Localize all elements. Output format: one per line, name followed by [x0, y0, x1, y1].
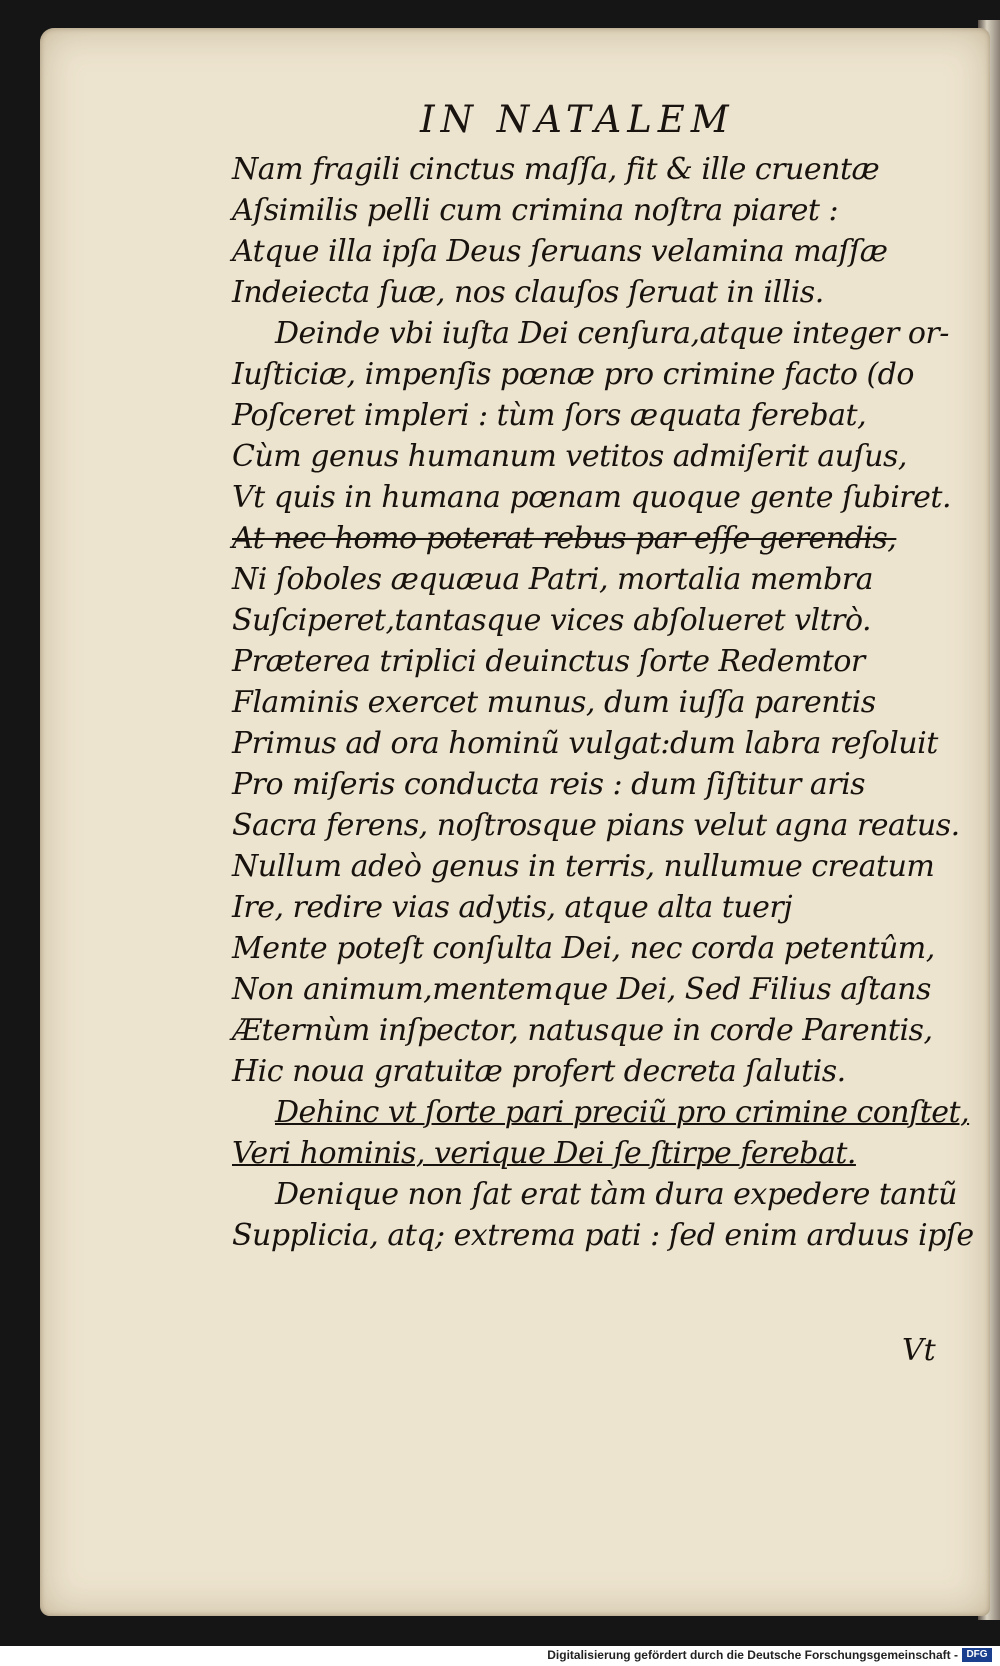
- text-line: Æternùm inſpector, natusque in corde Parentis,: [232, 1013, 933, 1048]
- text-line: Poſceret impleri : tùm ſors æquata ferebat,: [232, 398, 867, 433]
- text-line: Suſciperet,tantasque vices abſolueret vltrò.: [232, 603, 872, 638]
- text-line: Indeiecta ſuæ, nos clauſos ſeruat in illis.: [232, 275, 824, 310]
- text-line: Atque illa ipſa Deus ſeruans velamina maſſæ: [232, 234, 888, 269]
- text-line: Mente poteſt conſulta Dei, nec corda petentûm,: [232, 931, 935, 966]
- text-line: Primus ad ora hominũ vulgat:dum labra reſoluit: [232, 726, 938, 761]
- text-line: Non animum,mentemque Dei, Sed Filius aſtans: [232, 972, 931, 1007]
- text-line: Cùm genus humanum vetitos admiſerit auſus,: [232, 439, 907, 474]
- dfg-logo-icon: DFG: [962, 1648, 992, 1662]
- running-head: IN NATALEM: [420, 98, 735, 141]
- underlined-text-line: Veri hominis, verique Dei ſe ſtirpe ferebat.: [232, 1136, 856, 1171]
- digitization-credit: Digitalisierung gefördert durch die Deutsche Forschungsgemeinschaft -: [547, 1648, 958, 1662]
- text-line: Ni ſoboles æquæua Patri, mortalia membra: [232, 562, 874, 597]
- text-line: Iuſticiæ, impenſis pœnæ pro crimine facto (do: [232, 357, 914, 392]
- text-line: Sacra ferens, noſtrosque pians velut agna reatus.: [232, 808, 960, 843]
- text-line: Nullum adeò genus in terris, nullumue creatum: [232, 849, 935, 884]
- text-line: Supplicia, atq; extrema pati : ſed enim arduus ipſe: [232, 1218, 974, 1253]
- text-line: Præterea triplici deuinctus ſorte Redemtor: [232, 644, 865, 679]
- catchword: Vt: [902, 1333, 936, 1368]
- struck-text-line: At nec homo poterat rebus par eſſe gerendis,: [232, 521, 897, 556]
- text-line: Ire, redire vias adytis, atque alta tuerj: [232, 890, 793, 925]
- underlined-text-line: Dehinc vt ſorte pari preciũ pro crimine conſtet,: [275, 1095, 970, 1130]
- text-line: Vt quis in humana pœnam quoque gente ſubiret.: [232, 480, 951, 515]
- text-line: Deinde vbi iuſta Dei cenſura,atque integer or-: [275, 316, 949, 351]
- text-line: Aſsimilis pelli cum crimina noſtra piaret :: [232, 193, 839, 228]
- text-line: Denique non ſat erat tàm dura expedere tantũ: [275, 1177, 958, 1212]
- text-line: Flaminis exercet munus, dum iuſſa parentis: [232, 685, 876, 720]
- text-line: Pro miſeris conducta reis : dum ſiſtitur aris: [232, 767, 866, 802]
- text-line: Nam fragili cinctus maſſa, fit & ille cruentæ: [232, 152, 880, 187]
- text-line: Hic noua gratuitæ profert decreta ſalutis.: [232, 1054, 846, 1089]
